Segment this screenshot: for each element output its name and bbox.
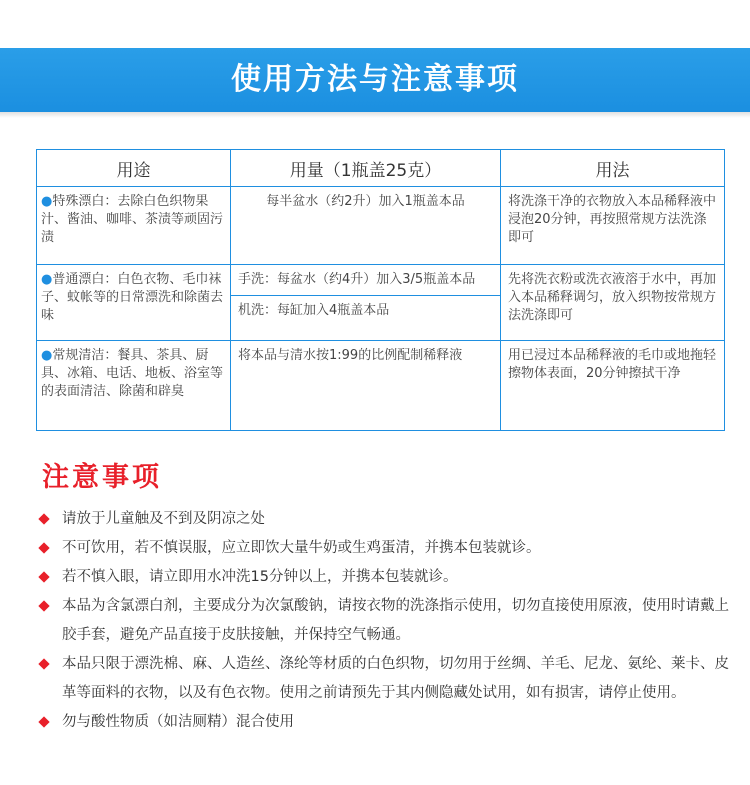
list-item: 请放于儿童触及不到及阴凉之处 — [40, 505, 730, 534]
title-banner — [0, 48, 750, 112]
usage-cell — [37, 265, 231, 341]
method-cell: 用已浸过本品稀释液的毛巾或地拖轻擦物体表面，20分钟擦拭干净 — [501, 341, 725, 431]
list-item: 本品为含氯漂白剂，主要成分为次氯酸钠，请按衣物的洗涤指示使用，切勿直接使用原液，使用时请戴上胶手套，避免产品直接于皮肤接触，并保持空气畅通。 — [40, 592, 730, 650]
list-item: 若不慎入眼，请立即用水冲洗15分钟以上，并携本包装就诊。 — [40, 563, 730, 592]
banner-shadow — [0, 112, 750, 118]
method-cell: 将洗涤干净的衣物放入本品稀释液中浸泡20分钟，再按照常规方法洗涤即可 — [501, 187, 725, 265]
dosage-text: 每半盆水（约2升）加入1瓶盖本品 — [266, 194, 465, 209]
usage-cell — [37, 187, 231, 265]
dosage-cell — [231, 265, 501, 341]
list-item: 本品只限于漂洗棉、麻、人造丝、涤纶等材质的白色织物，切勿用于丝绸、羊毛、尼龙、氨纶、莱卡、皮革等面料的衣物，以及有色衣物。使用之前请预先于其内侧隐藏处试用，如有损害，请停止使用。 — [40, 650, 730, 708]
header-usage: 用途 — [37, 150, 231, 187]
diamond-bullet-icon — [38, 600, 49, 611]
header-dosage: 用量（1瓶盖25克） — [231, 150, 501, 187]
notes-title: 注意事项 — [42, 462, 162, 493]
page-title: 使用方法与注意事项 — [231, 62, 519, 97]
bullet-dot-icon: ● — [41, 272, 53, 287]
dosage-cell — [231, 341, 501, 431]
usage-text: 特殊漂白：去除白色织物果汁、酱油、咖啡、茶渍等顽固污渍 — [41, 194, 224, 245]
dosage-hand-wash: 手洗：每盆水（约4升）加入3/5瓶盖本品 — [238, 272, 476, 287]
method-cell: 先将洗衣粉或洗衣液溶于水中，再加入本品稀释调匀，放入织物按常规方法洗涤即可 — [501, 265, 725, 341]
table-row — [37, 341, 725, 431]
usage-text: 常规清洁：餐具、茶具、厨具、冰箱、电话、地板、浴室等的表面清洁、除菌和辟臭 — [41, 348, 224, 399]
dosage-text: 将本品与清水按1:99的比例配制稀释液 — [238, 348, 463, 363]
diamond-bullet-icon — [38, 513, 49, 524]
bullet-dot-icon: ● — [41, 194, 53, 209]
notes-list — [40, 505, 730, 737]
table-row — [37, 187, 725, 265]
table-row — [37, 265, 725, 341]
usage-text: 普通漂白：白色衣物、毛巾袜子、蚊帐等的日常漂洗和除菌去味 — [41, 272, 224, 323]
usage-cell — [37, 341, 231, 431]
diamond-bullet-icon — [38, 571, 49, 582]
list-item: 不可饮用，若不慎误服，应立即饮大量牛奶或生鸡蛋清，并携本包装就诊。 — [40, 534, 730, 563]
diamond-bullet-icon — [38, 658, 49, 669]
list-item: 勿与酸性物质（如洁厕精）混合使用 — [40, 708, 730, 737]
usage-table — [36, 149, 725, 431]
table-header-row — [37, 150, 725, 187]
diamond-bullet-icon — [38, 716, 49, 727]
dosage-cell — [231, 187, 501, 265]
dosage-machine-wash: 机洗：每缸加入4瓶盖本品 — [231, 295, 500, 326]
diamond-bullet-icon — [38, 542, 49, 553]
header-method: 用法 — [501, 150, 725, 187]
bullet-dot-icon: ● — [41, 348, 53, 363]
